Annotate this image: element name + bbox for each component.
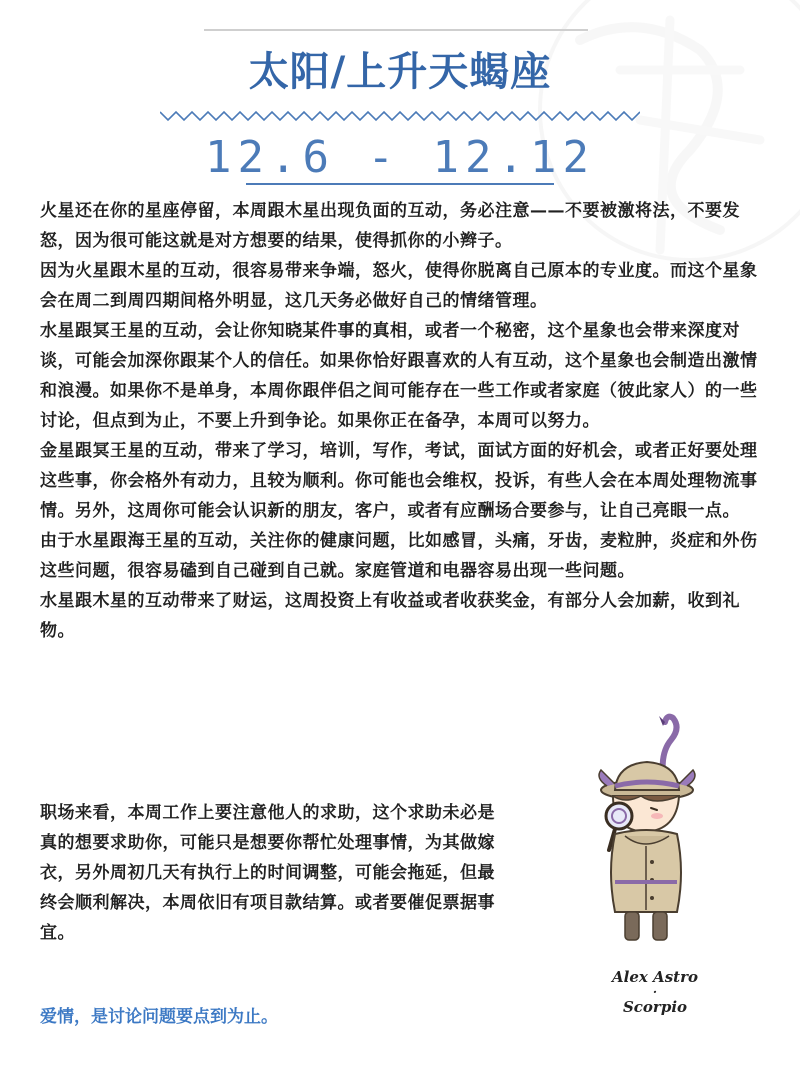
signature [580, 968, 730, 1016]
love-paragraph: 爱情，是讨论问题要点到为止。 [40, 1007, 278, 1027]
signature-author: Alex Astro [612, 968, 698, 986]
top-divider [204, 29, 588, 31]
career-paragraph: 职场来看，本周工作上要注意他人的求助，这个求助未必是真的想要求助你，可能只是想要你帮忙处理事情，为其做嫁衣，另外周初几天有执行上的时间调整，可能会拖延，但最终会顺利解决，本周依旧有项目款结算。或者要催促票据事宜。 [40, 803, 495, 943]
scorpio-detective-icon [585, 712, 725, 952]
zigzag-divider [160, 108, 640, 124]
date-underline [246, 183, 554, 185]
paragraph-wealth: 水星跟木星的互动带来了财运，这周投资上有收益或者收获奖金，有部分人会加薪，收到礼物。 [40, 591, 740, 641]
page-title: 太阳/上升天蝎座 [248, 49, 552, 95]
signature-separator: · [652, 985, 658, 999]
paragraph-conflict: 因为火星跟木星的互动，很容易带来争端，怒火，使得你脱离自己原本的专业度。而这个星象会在周二到周四期间格外明显，这几天务必做好自己的情绪管理。 [40, 261, 758, 311]
paragraph-venus-pluto: 金星跟冥王星的互动，带来了学习，培训，写作，考试，面试方面的好机会，或者正好要处理这些事，你会格外有动力，且较为顺利。你可能也会维权，投诉，有些人会在本周处理物流事情。另外，这周你可能会认识新的朋友，客户，或者有应酬场合要参与，让自己亮眼一点。 [40, 441, 758, 521]
signature-sign: Scorpio [622, 998, 688, 1016]
paragraph-health: 由于水星跟海王星的互动，关注你的健康问题，比如感冒，头痛，牙齿，麦粒肿，炎症和外伤这些问题，很容易磕到自己碰到自己就。家庭管道和电器容易出现一些问题。 [40, 531, 758, 581]
date-range: 12.6 - 12.12 [205, 132, 595, 183]
paragraph-mercury-pluto: 水星跟冥王星的互动，会让你知晓某件事的真相，或者一个秘密，这个星象也会带来深度对谈，可能会加深你跟某个人的信任。如果你恰好跟喜欢的人有互动，这个星象也会制造出激情和浪漫。如果你不是单身，本周你跟伴侣之间可能存在一些工作或者家庭（彼此家人）的一些讨论，但点到为止，不要上升到争论。如果你正在备孕，本周可以努力。 [40, 321, 758, 431]
forecast-body [40, 196, 760, 646]
paragraph-mars-jupiter: 火星还在你的星座停留，本周跟木星出现负面的互动，务必注意——不要被激将法，不要发怒，因为很可能这就是对方想要的结果，使得抓你的小辫子。 [40, 201, 740, 251]
